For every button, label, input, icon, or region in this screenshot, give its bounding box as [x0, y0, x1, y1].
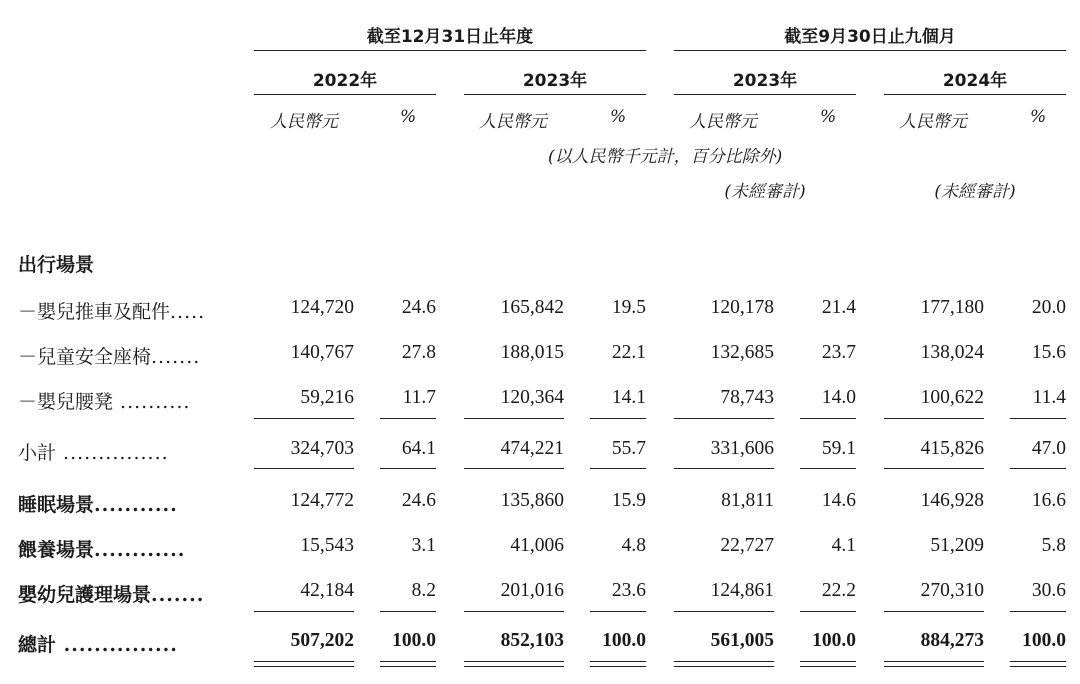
- cell-amount-2022: 507,202: [290, 630, 354, 651]
- total-double-2a-bottom: [464, 666, 564, 667]
- year-rule-1: [254, 94, 436, 95]
- cell-pct-9m-2024: 16.6: [1031, 490, 1066, 511]
- cell-amount-9m-2023: 124,861: [710, 580, 774, 601]
- total-double-4a-top: [884, 661, 984, 662]
- year-rule-2: [464, 94, 646, 95]
- cell-pct-2022: 8.2: [411, 580, 436, 601]
- cell-amount-2023: 165,842: [500, 297, 564, 318]
- subtotal-rule-3a: [674, 418, 774, 419]
- unit-pct-1: %: [400, 107, 417, 127]
- cell-pct-9m-2024: 30.6: [1031, 580, 1066, 601]
- total-over-4b: [1010, 611, 1066, 612]
- total-over-3b: [800, 611, 856, 612]
- cell-pct-9m-2023: 14.6: [821, 490, 856, 511]
- subtotal-under-1a: [254, 468, 354, 469]
- cell-amount-9m-2024: 100,622: [920, 387, 984, 408]
- cell-amount-9m-2023: 331,606: [710, 438, 774, 459]
- cell-amount-9m-2023: 78,743: [720, 387, 774, 408]
- total-double-4b-top: [1010, 661, 1066, 662]
- cell-pct-2022: 27.8: [401, 342, 436, 363]
- cell-amount-9m-2023: 561,005: [710, 630, 774, 651]
- unit-rmb-4: 人民幣元: [899, 112, 967, 132]
- cell-amount-9m-2023: 81,811: [721, 490, 774, 511]
- cell-amount-9m-2024: 270,310: [920, 580, 984, 601]
- total-double-3b-top: [800, 661, 856, 662]
- cell-amount-2023: 135,860: [500, 490, 564, 511]
- total-over-1a: [254, 611, 354, 612]
- cell-pct-9m-2023: 59.1: [821, 438, 856, 459]
- row-label-subtotal: 小計 ...............: [18, 442, 169, 464]
- total-double-4a-bottom: [884, 666, 984, 667]
- cell-pct-9m-2023: 22.2: [821, 580, 856, 601]
- cell-pct-9m-2023: 100.0: [812, 630, 856, 651]
- row-label-sleep: 睡眠場景...........: [18, 494, 178, 516]
- unaudited-note-1: (未經審計): [724, 182, 806, 202]
- row-label-care: 嬰幼兒護理場景.......: [18, 584, 205, 606]
- total-double-1a-bottom: [254, 666, 354, 667]
- cell-amount-2023: 201,016: [500, 580, 564, 601]
- cell-amount-2022: 324,703: [290, 438, 354, 459]
- year-rule-4: [884, 94, 1066, 95]
- total-double-2b-top: [590, 661, 646, 662]
- cell-amount-9m-2023: 132,685: [710, 342, 774, 363]
- unit-pct-4: %: [1030, 107, 1047, 127]
- subtotal-rule-1a: [254, 418, 354, 419]
- year-header-1: 2022年: [312, 71, 378, 91]
- cell-amount-2023: 120,364: [500, 387, 564, 408]
- total-double-1b-top: [380, 661, 436, 662]
- cell-amount-9m-2023: 22,727: [720, 535, 774, 556]
- cell-pct-9m-2023: 21.4: [821, 297, 856, 318]
- year-header-2: 2023年: [522, 71, 588, 91]
- total-double-3a-bottom: [674, 666, 774, 667]
- unit-rmb-2: 人民幣元: [479, 112, 547, 132]
- cell-pct-2022: 64.1: [401, 438, 436, 459]
- cell-pct-2022: 24.6: [401, 490, 436, 511]
- total-double-2a-top: [464, 661, 564, 662]
- unit-note: (以人民幣千元計，百分比除外): [548, 147, 783, 167]
- year-rule-3: [674, 94, 856, 95]
- cell-pct-2023: 15.9: [611, 490, 646, 511]
- cell-pct-2023: 4.8: [621, 535, 646, 556]
- cell-pct-2022: 100.0: [392, 630, 436, 651]
- total-over-4a: [884, 611, 984, 612]
- subtotal-rule-1b: [380, 418, 436, 419]
- cell-amount-9m-2024: 138,024: [920, 342, 984, 363]
- total-double-1b-bottom: [380, 666, 436, 667]
- subtotal-under-1b: [380, 468, 436, 469]
- cell-amount-9m-2024: 51,209: [930, 535, 984, 556]
- total-double-4b-bottom: [1010, 666, 1066, 667]
- total-double-3a-top: [674, 661, 774, 662]
- cell-amount-2022: 59,216: [300, 387, 354, 408]
- row-label-travel: 出行場景: [18, 254, 95, 276]
- unit-rmb-1: 人民幣元: [270, 112, 338, 132]
- cell-pct-2022: 3.1: [411, 535, 436, 556]
- subtotal-rule-3b: [800, 418, 856, 419]
- cell-amount-9m-2024: 177,180: [920, 297, 984, 318]
- subtotal-rule-4a: [884, 418, 984, 419]
- subtotal-rule-4b: [1010, 418, 1066, 419]
- header-group-nine-months: 截至9月30日止九個月: [784, 27, 956, 47]
- cell-amount-2022: 124,720: [290, 297, 354, 318]
- subtotal-under-2a: [464, 468, 564, 469]
- total-over-2a: [464, 611, 564, 612]
- total-over-1b: [380, 611, 436, 612]
- cell-amount-9m-2023: 120,178: [710, 297, 774, 318]
- year-header-3: 2023年: [732, 71, 798, 91]
- cell-amount-9m-2024: 146,928: [920, 490, 984, 511]
- cell-pct-2023: 19.5: [611, 297, 646, 318]
- cell-amount-2022: 140,767: [290, 342, 354, 363]
- cell-pct-9m-2024: 47.0: [1031, 438, 1066, 459]
- cell-pct-9m-2024: 5.8: [1041, 535, 1066, 556]
- total-over-3a: [674, 611, 774, 612]
- cell-pct-2023: 55.7: [611, 438, 646, 459]
- total-over-2b: [590, 611, 646, 612]
- total-double-2b-bottom: [590, 666, 646, 667]
- total-double-3b-bottom: [800, 666, 856, 667]
- row-label-hip-seat: －嬰兒腰凳 ..........: [18, 391, 191, 413]
- total-double-1a-top: [254, 661, 354, 662]
- cell-amount-2022: 124,772: [290, 490, 354, 511]
- cell-pct-9m-2023: 23.7: [821, 342, 856, 363]
- cell-pct-9m-2024: 15.6: [1031, 342, 1066, 363]
- cell-pct-9m-2024: 100.0: [1022, 630, 1066, 651]
- header-group-rule-2: [674, 50, 1066, 51]
- cell-pct-2023: 23.6: [611, 580, 646, 601]
- cell-amount-9m-2024: 415,826: [920, 438, 984, 459]
- cell-amount-9m-2024: 884,273: [920, 630, 984, 651]
- cell-pct-2022: 24.6: [401, 297, 436, 318]
- unit-rmb-3: 人民幣元: [689, 112, 757, 132]
- unit-pct-2: %: [610, 107, 627, 127]
- cell-pct-9m-2023: 14.0: [821, 387, 856, 408]
- cell-amount-2023: 188,015: [500, 342, 564, 363]
- unaudited-note-2: (未經審計): [934, 182, 1016, 202]
- cell-pct-2023: 100.0: [602, 630, 646, 651]
- cell-pct-9m-2024: 20.0: [1031, 297, 1066, 318]
- cell-amount-2022: 42,184: [300, 580, 354, 601]
- header-group-rule-1: [254, 50, 646, 51]
- cell-amount-2022: 15,543: [300, 535, 354, 556]
- cell-pct-9m-2023: 4.1: [831, 535, 856, 556]
- row-label-feeding: 餵養場景............: [18, 539, 186, 561]
- cell-pct-9m-2024: 11.4: [1032, 387, 1066, 408]
- cell-amount-2023: 474,221: [500, 438, 564, 459]
- unit-pct-3: %: [820, 107, 837, 127]
- subtotal-under-3a: [674, 468, 774, 469]
- row-label-total: 總計 ...............: [18, 634, 178, 656]
- cell-amount-2023: 852,103: [500, 630, 564, 651]
- subtotal-rule-2b: [590, 418, 646, 419]
- subtotal-rule-2a: [464, 418, 564, 419]
- subtotal-under-4a: [884, 468, 984, 469]
- row-label-car-seat: －兒童安全座椅.......: [18, 346, 201, 368]
- subtotal-under-4b: [1010, 468, 1066, 469]
- cell-pct-2023: 14.1: [611, 387, 646, 408]
- cell-amount-2023: 41,006: [510, 535, 564, 556]
- header-group-annual: 截至12月31日止年度: [366, 27, 534, 47]
- subtotal-under-3b: [800, 468, 856, 469]
- year-header-4: 2024年: [942, 71, 1008, 91]
- subtotal-under-2b: [590, 468, 646, 469]
- cell-pct-2023: 22.1: [611, 342, 646, 363]
- row-label-stroller: －嬰兒推車及配件.....: [18, 301, 206, 323]
- cell-pct-2022: 11.7: [402, 387, 436, 408]
